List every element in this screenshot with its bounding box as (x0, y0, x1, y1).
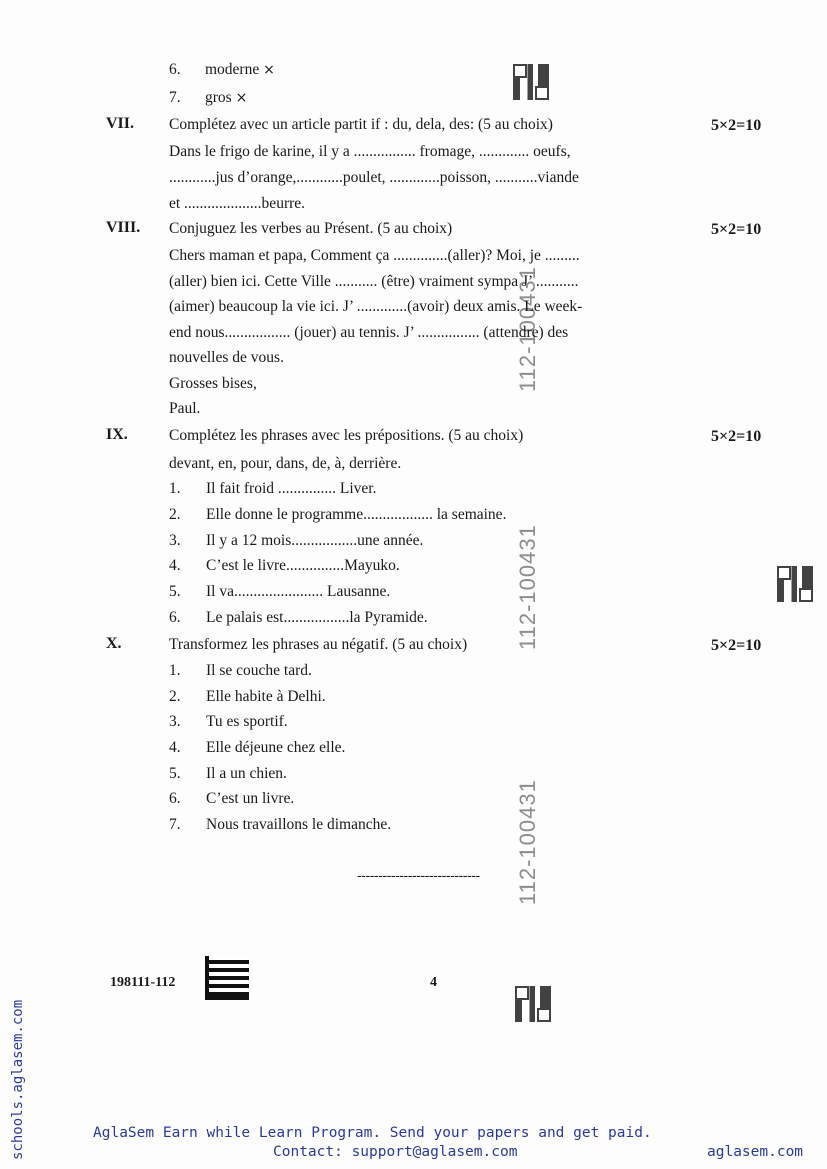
section-label: VII. (106, 115, 135, 132)
item-number: 5. (169, 765, 181, 782)
section-marks: 5×2=10 (711, 637, 762, 654)
section-marks: 5×2=10 (711, 117, 762, 134)
item-word: moderne (205, 61, 260, 78)
item-number: 3. (169, 713, 181, 730)
item-text: Nous travaillons le dimanche. (206, 816, 392, 833)
section-line: Dans le frigo de karine, il y a ................ fromage, ............. oeufs, (169, 143, 571, 160)
item-number: 6. (169, 61, 181, 78)
cross-mark: × (263, 62, 275, 78)
section-line: Grosses bises, (169, 375, 257, 392)
item-number: 2. (169, 688, 181, 705)
section-title: Conjuguez les verbes au Présent. (5 au choix) (169, 220, 453, 237)
section-line: Paul. (169, 400, 201, 417)
section-label: X. (106, 635, 122, 652)
item-text: Elle déjeune chez elle. (206, 739, 346, 756)
cross-mark: × (235, 90, 248, 106)
section-line: ............jus d’orange,............poulet, .............poisson, ...........viande (169, 169, 579, 186)
item-text (205, 60, 275, 80)
footer-site-link[interactable]: aglasem.com (707, 1144, 804, 1160)
item-text: Elle habite à Delhi. (206, 688, 326, 705)
section-label: VIII. (106, 219, 141, 236)
item-number: 1. (169, 662, 181, 679)
item-number: 5. (169, 583, 181, 600)
item-number: 2. (169, 506, 181, 523)
watermark-roll-number: 112-100431 (515, 266, 540, 392)
footer-promo-line: AglaSem Earn while Learn Program. Send your papers and get paid. (93, 1125, 652, 1141)
item-number: 4. (169, 739, 181, 756)
qr-code-icon (515, 986, 551, 1022)
item-number: 6. (169, 609, 181, 626)
item-text: C’est un livre. (206, 790, 295, 807)
item-number: 7. (169, 89, 181, 106)
section-line: nouvelles de vous. (169, 349, 284, 366)
footer-contact-line[interactable]: Contact: support@aglasem.com (273, 1144, 518, 1160)
item-word: gros (205, 89, 232, 106)
section-line: (aimer) beaucoup la vie ici. J’ .............(avoir) deux amis. Le week- (169, 298, 583, 315)
watermark-roll-number: 112-100431 (515, 779, 540, 905)
section-line: (aller) bien ici. Cette Ville ........... (être) vraiment sympa J’ ........... (169, 273, 579, 290)
item-text: Tu es sportif. (206, 713, 288, 730)
item-text: Il fait froid ............... Liver. (206, 480, 377, 497)
section-subtitle: devant, en, pour, dans, de, à, derrière. (169, 455, 402, 472)
item-number: 3. (169, 532, 181, 549)
item-text: Elle donne le programme.................. la semaine. (206, 506, 507, 523)
item-number: 1. (169, 480, 181, 497)
page-number: 4 (430, 975, 437, 990)
paper-code: 198111-112 (110, 975, 176, 990)
qr-code-icon (513, 64, 549, 100)
section-title: Transformez les phrases au négatif. (5 au choix) (169, 636, 468, 653)
footer-vertical-site[interactable]: schools.aglasem.com (10, 999, 26, 1160)
section-label: IX. (106, 426, 128, 443)
section-marks: 5×2=10 (711, 221, 762, 238)
item-number: 6. (169, 790, 181, 807)
item-text: Le palais est.................la Pyramide. (206, 609, 428, 626)
section-line: et ....................beurre. (169, 195, 306, 212)
section-line: Chers maman et papa, Comment ça ..............(aller)? Moi, je ......... (169, 247, 580, 264)
item-text: C’est le livre...............Mayuko. (206, 557, 400, 574)
end-of-paper-line: ----------------------------- (357, 868, 480, 884)
item-text: Il a un chien. (206, 765, 287, 782)
section-line: end nous................. (jouer) au tennis. J’ ................ (attendre) des (169, 324, 569, 341)
datamatrix-code-icon (205, 956, 249, 1000)
item-text: Il se couche tard. (206, 662, 312, 679)
item-number: 4. (169, 557, 181, 574)
item-text: Il y a 12 mois.................une année. (206, 532, 424, 549)
section-title: Complétez avec un article partit if : du, dela, des: (5 au choix) (169, 116, 553, 133)
section-title: Complétez les phrases avec les prépositions. (5 au choix) (169, 427, 524, 444)
watermark-roll-number: 112-100431 (515, 524, 540, 650)
item-text: Il va....................... Lausanne. (206, 583, 391, 600)
section-marks: 5×2=10 (711, 428, 762, 445)
item-text (205, 88, 247, 108)
item-number: 7. (169, 816, 181, 833)
qr-code-icon (777, 566, 813, 602)
